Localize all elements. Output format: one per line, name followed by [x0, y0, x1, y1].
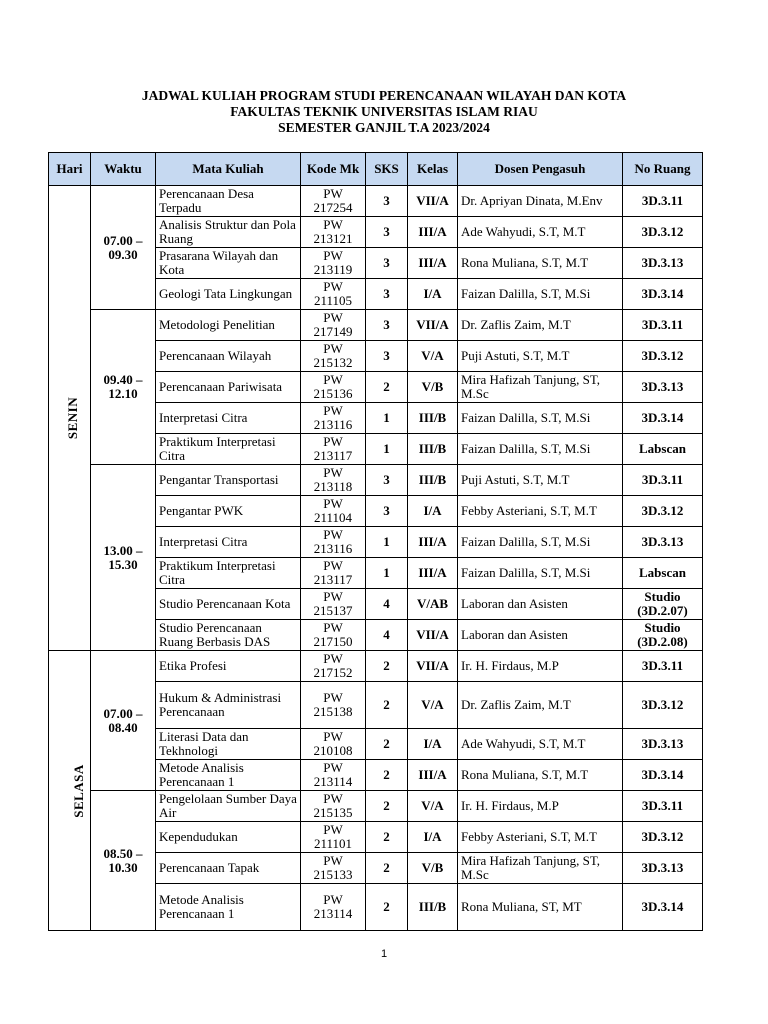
day-cell	[49, 651, 91, 931]
class-cell: I/A	[408, 729, 458, 760]
course-code-cell: PW 215138	[301, 682, 366, 729]
course-code-cell: PW 213121	[301, 217, 366, 248]
room-cell: 3D.3.11	[623, 465, 703, 496]
room-cell: 3D.3.11	[623, 310, 703, 341]
sks-cell: 3	[366, 465, 408, 496]
col-header-hari: Hari	[49, 153, 91, 186]
class-cell: V/AB	[408, 589, 458, 620]
table-header-row	[49, 153, 703, 186]
sks-cell: 2	[366, 791, 408, 822]
table-row	[49, 310, 703, 341]
lecturer-cell: Puji Astuti, S.T, M.T	[458, 341, 623, 372]
course-name-cell: Studio Perencanaan Ruang Berbasis DAS	[156, 620, 301, 651]
lecturer-cell: Febby Asteriani, S.T, M.T	[458, 822, 623, 853]
col-header-sks: SKS	[366, 153, 408, 186]
lecturer-cell: Dr. Apriyan Dinata, M.Env	[458, 186, 623, 217]
course-name-cell: Pengelolaan Sumber Daya Air	[156, 791, 301, 822]
col-header-waktu: Waktu	[91, 153, 156, 186]
class-cell: III/B	[408, 434, 458, 465]
course-code-cell: PW 217254	[301, 186, 366, 217]
sks-cell: 2	[366, 729, 408, 760]
lecturer-cell: Dr. Zaflis Zaim, M.T	[458, 310, 623, 341]
sks-cell: 4	[366, 620, 408, 651]
room-cell: 3D.3.12	[623, 682, 703, 729]
sks-cell: 4	[366, 589, 408, 620]
course-name-cell: Studio Perencanaan Kota	[156, 589, 301, 620]
faculty-title: FAKULTAS TEKNIK UNIVERSITAS ISLAM RIAU	[230, 104, 538, 119]
course-name-cell: Perencanaan Pariwisata	[156, 372, 301, 403]
class-cell: I/A	[408, 822, 458, 853]
course-name-cell: Interpretasi Citra	[156, 403, 301, 434]
course-code-cell: PW 213117	[301, 558, 366, 589]
sks-cell: 1	[366, 558, 408, 589]
room-cell: Labscan	[623, 434, 703, 465]
sks-cell: 2	[366, 682, 408, 729]
sks-cell: 2	[366, 853, 408, 884]
course-code-cell: PW 215132	[301, 341, 366, 372]
sks-cell: 3	[366, 186, 408, 217]
course-name-cell: Metode Analisis Perencanaan 1	[156, 760, 301, 791]
class-cell: VII/A	[408, 310, 458, 341]
room-cell: 3D.3.13	[623, 527, 703, 558]
course-code-cell: PW 213114	[301, 760, 366, 791]
lecturer-cell: Ir. H. Firdaus, M.P	[458, 791, 623, 822]
course-code-cell: PW 211101	[301, 822, 366, 853]
class-cell: V/A	[408, 341, 458, 372]
class-cell: VII/A	[408, 186, 458, 217]
sks-cell: 2	[366, 822, 408, 853]
course-name-cell: Hukum & Administrasi Perencanaan	[156, 682, 301, 729]
page-number: 1	[380, 948, 388, 960]
day-label: SENIN	[65, 396, 81, 440]
lecturer-cell: Ade Wahyudi, S.T, M.T	[458, 217, 623, 248]
course-code-cell: PW 215133	[301, 853, 366, 884]
class-cell: V/A	[408, 791, 458, 822]
course-name-cell: Pengantar PWK	[156, 496, 301, 527]
room-cell: 3D.3.14	[623, 884, 703, 931]
room-cell: 3D.3.11	[623, 651, 703, 682]
room-cell: Labscan	[623, 558, 703, 589]
lecturer-cell: Rona Muliana, S.T, M.T	[458, 248, 623, 279]
sks-cell: 2	[366, 651, 408, 682]
course-name-cell: Metode Analisis Perencanaan 1	[156, 884, 301, 931]
course-code-cell: PW 213119	[301, 248, 366, 279]
page-cutoff	[48, 934, 702, 946]
col-header-ruang: No Ruang	[623, 153, 703, 186]
room-cell: 3D.3.11	[623, 186, 703, 217]
sks-cell: 2	[366, 760, 408, 791]
course-name-cell: Praktikum Interpretasi Citra	[156, 558, 301, 589]
lecturer-cell: Febby Asteriani, S.T, M.T	[458, 496, 623, 527]
sks-cell: 3	[366, 279, 408, 310]
course-name-cell: Prasarana Wilayah dan Kota	[156, 248, 301, 279]
lecturer-cell: Faizan Dalilla, S.T, M.Si	[458, 558, 623, 589]
course-code-cell: PW 217152	[301, 651, 366, 682]
document-title: JADWAL KULIAH PROGRAM STUDI PERENCANAAN WILAYAH DAN KOTA	[141, 88, 627, 103]
class-cell: III/A	[408, 527, 458, 558]
time-slot-cell: 07.00 – 08.40	[91, 651, 156, 791]
room-cell: 3D.3.11	[623, 791, 703, 822]
lecturer-cell: Dr. Zaflis Zaim, M.T	[458, 682, 623, 729]
sks-cell: 2	[366, 884, 408, 931]
course-name-cell: Metodologi Penelitian	[156, 310, 301, 341]
class-cell: III/A	[408, 558, 458, 589]
sks-cell: 1	[366, 527, 408, 558]
room-cell: 3D.3.13	[623, 248, 703, 279]
class-cell: III/B	[408, 403, 458, 434]
room-cell: 3D.3.13	[623, 853, 703, 884]
lecturer-cell: Rona Muliana, S.T, M.T	[458, 760, 623, 791]
course-code-cell: PW 211104	[301, 496, 366, 527]
lecturer-cell: Faizan Dalilla, S.T, M.Si	[458, 527, 623, 558]
course-code-cell: PW 213114	[301, 884, 366, 931]
room-cell: Studio (3D.2.08)	[623, 620, 703, 651]
lecturer-cell: Puji Astuti, S.T, M.T	[458, 465, 623, 496]
time-slot-cell: 08.50 – 10.30	[91, 791, 156, 931]
course-name-cell: Literasi Data dan Tekhnologi	[156, 729, 301, 760]
day-label: SELASA	[70, 763, 86, 818]
class-cell: I/A	[408, 496, 458, 527]
schedule-table	[48, 152, 703, 931]
lecturer-cell: Ir. H. Firdaus, M.P	[458, 651, 623, 682]
course-code-cell: PW 213117	[301, 434, 366, 465]
course-name-cell: Etika Profesi	[156, 651, 301, 682]
course-name-cell: Kependudukan	[156, 822, 301, 853]
table-row	[49, 791, 703, 822]
semester-title: SEMESTER GANJIL T.A 2023/2024	[278, 120, 490, 135]
lecturer-cell: Faizan Dalilla, S.T, M.Si	[458, 279, 623, 310]
course-code-cell: PW 215136	[301, 372, 366, 403]
lecturer-cell: Mira Hafizah Tanjung, ST, M.Sc	[458, 853, 623, 884]
table-row	[49, 651, 703, 682]
course-name-cell: Interpretasi Citra	[156, 527, 301, 558]
room-cell: Studio (3D.2.07)	[623, 589, 703, 620]
lecturer-cell: Laboran dan Asisten	[458, 620, 623, 651]
col-header-kelas: Kelas	[408, 153, 458, 186]
class-cell: III/A	[408, 217, 458, 248]
sks-cell: 2	[366, 372, 408, 403]
class-cell: V/B	[408, 853, 458, 884]
sks-cell: 1	[366, 403, 408, 434]
class-cell: III/B	[408, 884, 458, 931]
room-cell: 3D.3.13	[623, 372, 703, 403]
sks-cell: 1	[366, 434, 408, 465]
course-name-cell: Perencanaan Wilayah	[156, 341, 301, 372]
sks-cell: 3	[366, 310, 408, 341]
course-code-cell: PW 211105	[301, 279, 366, 310]
course-code-cell: PW 210108	[301, 729, 366, 760]
room-cell: 3D.3.13	[623, 729, 703, 760]
course-code-cell: PW 217149	[301, 310, 366, 341]
class-cell: VII/A	[408, 620, 458, 651]
class-cell: III/A	[408, 760, 458, 791]
col-header-mata-kuliah: Mata Kuliah	[156, 153, 301, 186]
lecturer-cell: Rona Muliana, ST, MT	[458, 884, 623, 931]
class-cell: V/A	[408, 682, 458, 729]
schedule-body	[49, 186, 703, 931]
class-cell: VII/A	[408, 651, 458, 682]
class-cell: V/B	[408, 372, 458, 403]
room-cell: 3D.3.14	[623, 279, 703, 310]
day-cell	[49, 186, 91, 651]
room-cell: 3D.3.14	[623, 760, 703, 791]
course-name-cell: Perencanaan Tapak	[156, 853, 301, 884]
sks-cell: 3	[366, 248, 408, 279]
course-name-cell: Perencanaan Desa Terpadu	[156, 186, 301, 217]
lecturer-cell: Laboran dan Asisten	[458, 589, 623, 620]
room-cell: 3D.3.12	[623, 496, 703, 527]
course-name-cell: Praktikum Interpretasi Citra	[156, 434, 301, 465]
sks-cell: 3	[366, 217, 408, 248]
time-slot-cell: 07.00 – 09.30	[91, 186, 156, 310]
lecturer-cell: Ade Wahyudi, S.T, M.T	[458, 729, 623, 760]
course-name-cell: Pengantar Transportasi	[156, 465, 301, 496]
lecturer-cell: Faizan Dalilla, S.T, M.Si	[458, 434, 623, 465]
time-slot-cell: 09.40 – 12.10	[91, 310, 156, 465]
room-cell: 3D.3.12	[623, 217, 703, 248]
room-cell: 3D.3.12	[623, 822, 703, 853]
table-row	[49, 186, 703, 217]
course-code-cell: PW 213118	[301, 465, 366, 496]
col-header-dosen: Dosen Pengasuh	[458, 153, 623, 186]
course-code-cell: PW 215135	[301, 791, 366, 822]
course-code-cell: PW 213116	[301, 527, 366, 558]
time-slot-cell: 13.00 – 15.30	[91, 465, 156, 651]
class-cell: I/A	[408, 279, 458, 310]
col-header-kode-mk: Kode Mk	[301, 153, 366, 186]
sks-cell: 3	[366, 496, 408, 527]
course-code-cell: PW 213116	[301, 403, 366, 434]
class-cell: III/A	[408, 248, 458, 279]
course-name-cell: Analisis Struktur dan Pola Ruang	[156, 217, 301, 248]
room-cell: 3D.3.12	[623, 341, 703, 372]
course-code-cell: PW 217150	[301, 620, 366, 651]
course-name-cell: Geologi Tata Lingkungan	[156, 279, 301, 310]
course-code-cell: PW 215137	[301, 589, 366, 620]
room-cell: 3D.3.14	[623, 403, 703, 434]
sks-cell: 3	[366, 341, 408, 372]
table-row	[49, 465, 703, 496]
lecturer-cell: Mira Hafizah Tanjung, ST, M.Sc	[458, 372, 623, 403]
class-cell: III/B	[408, 465, 458, 496]
lecturer-cell: Faizan Dalilla, S.T, M.Si	[458, 403, 623, 434]
